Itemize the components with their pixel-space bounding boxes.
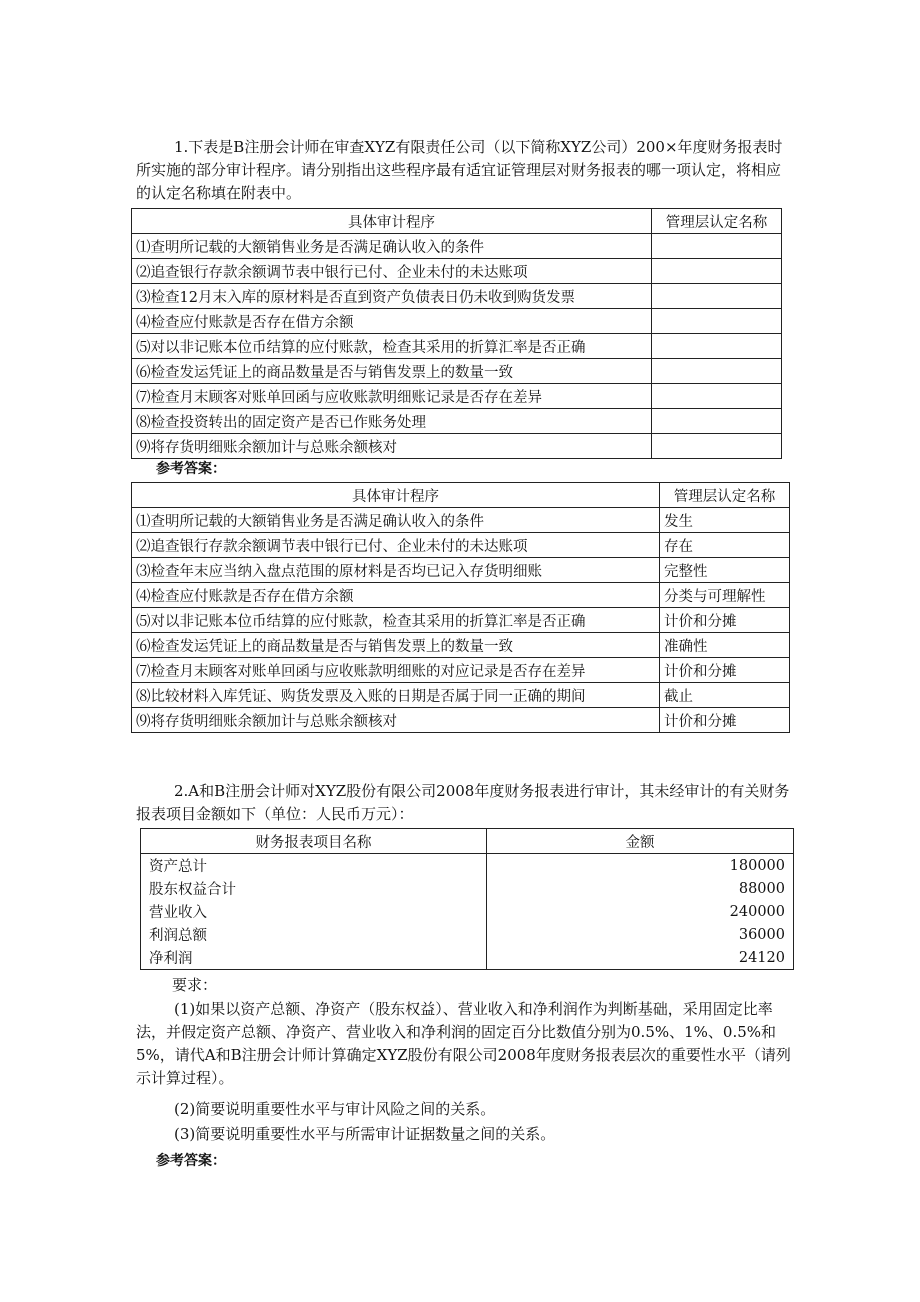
q1-intro: 1.下表是B注册会计师在审查XYZ有限责任公司（以下简称XYZ公司）200×年度财务报表时所实施的部分审计程序。请分别指出这些程序最有适宜证管理层对财务报表的哪一项认定，将相应的认定名称填在附表中。	[136, 138, 783, 202]
item-cell: 资产总计	[141, 854, 487, 878]
table-row	[132, 259, 782, 284]
assertion-cell: 发生	[660, 508, 790, 533]
assertion-cell: 计价和分摊	[660, 658, 790, 683]
table-row	[132, 683, 790, 708]
procedure-cell: ⑵追查银行存款余额调节表中银行已付、企业未付的未达账项	[132, 533, 660, 558]
amount-cell: 240000	[487, 900, 794, 923]
table-header-row	[132, 483, 790, 508]
amount-cell: 88000	[487, 877, 794, 900]
table-row	[132, 508, 790, 533]
assertion-cell	[652, 384, 782, 409]
table-header-assertion: 管理层认定名称	[652, 209, 782, 234]
assertion-cell	[652, 284, 782, 309]
procedure-cell: ⑷检查应付账款是否存在借方余额	[132, 309, 652, 334]
assertion-cell: 存在	[660, 533, 790, 558]
assertion-cell: 准确性	[660, 633, 790, 658]
table-row	[132, 284, 782, 309]
table-row	[132, 234, 782, 259]
assertion-cell	[652, 409, 782, 434]
assertion-cell	[652, 334, 782, 359]
procedure-cell: ⑹检查发运凭证上的商品数量是否与销售发票上的数量一致	[132, 359, 652, 384]
table-row	[132, 384, 782, 409]
table-row	[132, 309, 782, 334]
q2-table	[140, 828, 794, 970]
procedure-cell: ⑸对以非记账本位币结算的应付账款，检查其采用的折算汇率是否正确	[132, 334, 652, 359]
assertion-cell	[652, 234, 782, 259]
procedure-cell: ⑺检查月末顾客对账单回函与应收账款明细账记录是否存在差异	[132, 384, 652, 409]
assertion-cell: 完整性	[660, 558, 790, 583]
q2-requirement-3: (3)简要说明重要性水平与所需审计证据数量之间的关系。	[174, 1125, 556, 1143]
procedure-cell: ⑶检查12月末入库的原材料是否直到资产负债表日仍未收到购货发票	[132, 284, 652, 309]
table-row	[132, 359, 782, 384]
assertion-cell	[652, 259, 782, 284]
table-row	[141, 854, 794, 878]
table-row	[132, 633, 790, 658]
table-row	[132, 533, 790, 558]
q1-answer-table	[131, 482, 790, 733]
procedure-cell: ⑹检查发运凭证上的商品数量是否与销售发票上的数量一致	[132, 633, 660, 658]
procedure-cell: ⑼将存货明细账余额加计与总账余额核对	[132, 708, 660, 733]
table-header-amount: 金额	[487, 829, 794, 854]
table-row	[132, 334, 782, 359]
table-row	[141, 877, 794, 900]
q2-intro: 2.A和B注册会计师对XYZ股份有限公司2008年度财务报表进行审计，其未经审计的有关财务报表项目金额如下（单位：人民币万元）：	[136, 782, 790, 823]
q2-requirement-1: (1)如果以资产总额、净资产（股东权益）、营业收入和净利润作为判断基础，采用固定比率法，并假定资产总额、净资产、营业收入和净利润的固定百分比数值分别为0.5%、1%、0.5%和5%，请代A和B注册会计师计算确定XYZ股份有限公司2008年度财务报表层次的重要性水平（请列示计算过程）。	[136, 1000, 791, 1087]
table-row	[132, 658, 790, 683]
table-row	[132, 608, 790, 633]
item-cell: 股东权益合计	[141, 877, 487, 900]
item-cell: 利润总额	[141, 923, 487, 946]
amount-cell: 180000	[487, 854, 794, 878]
q1-table	[131, 208, 782, 459]
procedure-cell: ⑸对以非记账本位币结算的应付账款，检查其采用的折算汇率是否正确	[132, 608, 660, 633]
amount-cell: 36000	[487, 923, 794, 946]
assertion-cell: 截止	[660, 683, 790, 708]
item-cell: 营业收入	[141, 900, 487, 923]
procedure-cell: ⑴查明所记载的大额销售业务是否满足确认收入的条件	[132, 234, 652, 259]
table-header-procedure: 具体审计程序	[132, 209, 652, 234]
table-header-row	[141, 829, 794, 854]
item-cell: 净利润	[141, 946, 487, 970]
q2-requirements-label: 要求：	[172, 976, 218, 994]
table-row	[132, 434, 782, 459]
procedure-cell: ⑻检查投资转出的固定资产是否已作账务处理	[132, 409, 652, 434]
procedure-cell: ⑶检查年末应当纳入盘点范围的原材料是否均已记入存货明细账	[132, 558, 660, 583]
q2-requirement-2: (2)简要说明重要性水平与审计风险之间的关系。	[174, 1100, 496, 1118]
table-row	[141, 923, 794, 946]
table-header-item: 财务报表项目名称	[141, 829, 487, 854]
table-row	[141, 900, 794, 923]
table-row	[141, 946, 794, 970]
table-header-row	[132, 209, 782, 234]
assertion-cell	[652, 359, 782, 384]
table-row	[132, 708, 790, 733]
procedure-cell: ⑼将存货明细账余额加计与总账余额核对	[132, 434, 652, 459]
procedure-cell: ⑺检查月末顾客对账单回函与应收账款明细账的对应记录是否存在差异	[132, 658, 660, 683]
amount-cell: 24120	[487, 946, 794, 970]
table-row	[132, 583, 790, 608]
table-header-assertion: 管理层认定名称	[660, 483, 790, 508]
procedure-cell: ⑵追查银行存款余额调节表中银行已付、企业未付的未达账项	[132, 259, 652, 284]
assertion-cell	[652, 309, 782, 334]
assertion-cell: 计价和分摊	[660, 608, 790, 633]
assertion-cell	[652, 434, 782, 459]
q2-answer-label: 参考答案：	[156, 1153, 226, 1169]
table-header-procedure: 具体审计程序	[132, 483, 660, 508]
assertion-cell: 分类与可理解性	[660, 583, 790, 608]
procedure-cell: ⑴查明所记载的大额销售业务是否满足确认收入的条件	[132, 508, 660, 533]
q1-answer-label: 参考答案：	[156, 461, 226, 477]
assertion-cell: 计价和分摊	[660, 708, 790, 733]
procedure-cell: ⑻比较材料入库凭证、购货发票及入账的日期是否属于同一正确的期间	[132, 683, 660, 708]
table-row	[132, 409, 782, 434]
table-row	[132, 558, 790, 583]
procedure-cell: ⑷检查应付账款是否存在借方余额	[132, 583, 660, 608]
